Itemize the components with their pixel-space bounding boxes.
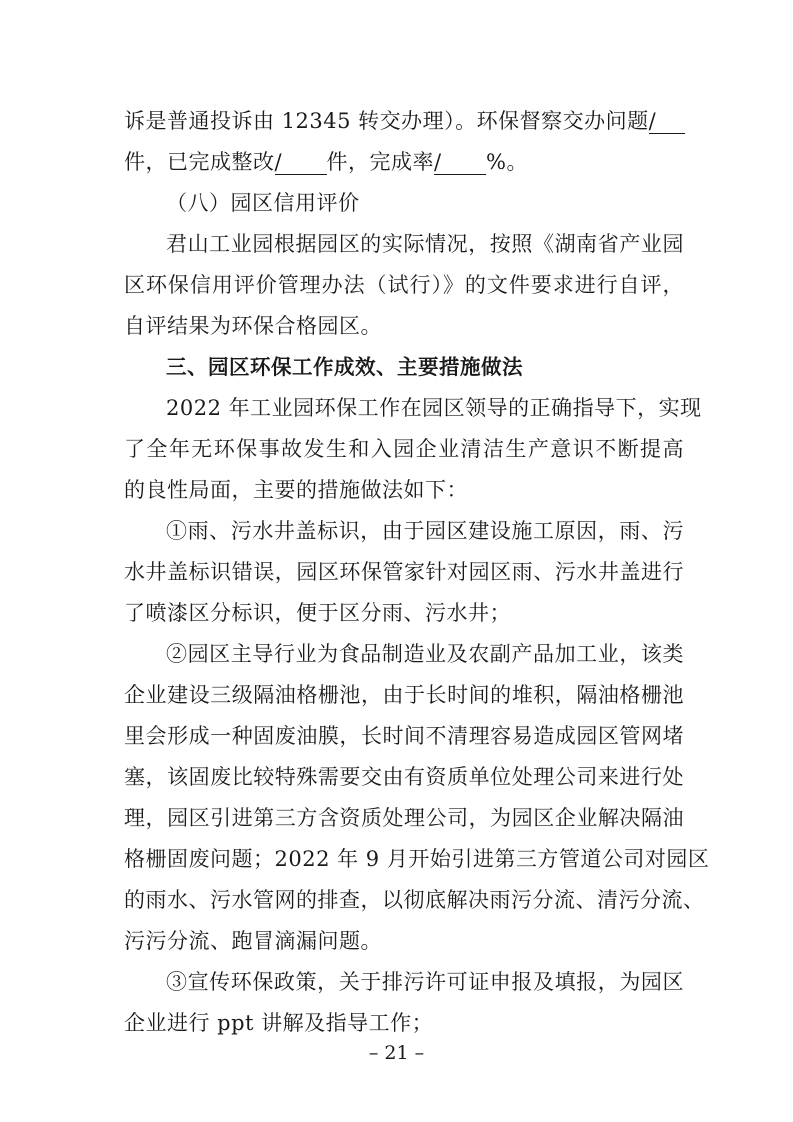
text-line: 理，园区引进第三方含资质处理公司，为园区企业解决隔油: [124, 806, 684, 830]
text-line: 自评结果为环保合格园区。: [124, 314, 382, 338]
section-heading: （八）园区信用评价: [166, 191, 360, 215]
text-line: 里会形成一种固废油膜，长时间不清理容易造成园区管网堵: [124, 724, 684, 748]
text-segment: 件，已完成整改: [124, 150, 275, 174]
fill-in-blank: /: [649, 109, 685, 134]
text-line: 的良性局面，主要的措施做法如下：: [124, 478, 468, 502]
text-line: 塞，该固废比较特殊需要交由有资质单位处理公司来进行处: [124, 765, 684, 789]
text-line: 污污分流、跑冒滴漏问题。: [124, 929, 382, 953]
text-line: [124, 148, 684, 176]
text-line: ③宣传环保政策，关于排污许可证申报及填报，为园区: [166, 970, 684, 994]
fill-in-blank: /: [275, 150, 327, 175]
text-line: 水井盖标识错误，园区环保管家针对园区雨、污水井盖进行: [124, 560, 684, 584]
text-line: 格栅固废问题；2022 年 9 月开始引进第三方管道公司对园区: [124, 847, 710, 871]
text-line: 企业进行 ppt 讲解及指导工作；: [124, 1011, 434, 1035]
fill-in-blank: /: [434, 150, 486, 175]
text-line: 2022 年工业园环保工作在园区领导的正确指导下，实现: [166, 396, 702, 420]
text-segment: %。: [486, 150, 528, 174]
text-segment: 诉是普通投诉由 12345 转交办理）。环保督察交办问题: [124, 109, 649, 133]
text-line: 了喷漆区分标识，便于区分雨、污水井；: [124, 601, 511, 625]
text-line: [124, 107, 684, 135]
text-line: ②园区主导行业为食品制造业及农副产品加工业，该类: [166, 642, 684, 666]
section-heading: 三、园区环保工作成效、主要措施做法: [166, 355, 523, 379]
text-line: 君山工业园根据园区的实际情况，按照《湖南省产业园: [166, 232, 684, 256]
page-number: – 21 –: [368, 1042, 425, 1064]
text-line: 的雨水、污水管网的排查，以彻底解决雨污分流、清污分流、: [124, 888, 705, 912]
text-line: 区环保信用评价管理办法（试行）》的文件要求进行自评，: [124, 273, 684, 297]
text-line: 企业建设三级隔油格栅池，由于长时间的堆积，隔油格栅池: [124, 683, 684, 707]
text-segment: 件，完成率: [326, 150, 434, 174]
text-line: ①雨、污水井盖标识，由于园区建设施工原因，雨、污: [166, 519, 684, 543]
text-line: 了全年无环保事故发生和入园企业清洁生产意识不断提高: [124, 437, 684, 461]
